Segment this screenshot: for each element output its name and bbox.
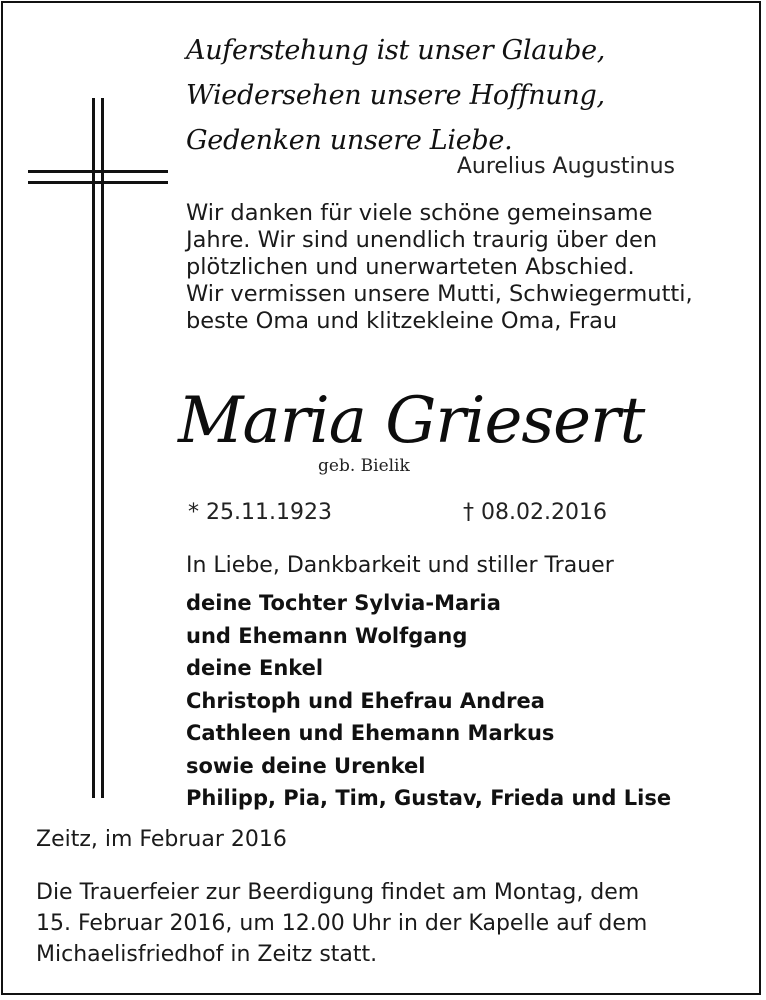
motto-line: Gedenken unsere Liebe.	[186, 125, 513, 156]
intro-text	[186, 200, 726, 335]
mourners-list	[186, 587, 726, 815]
motto-line: Auferstehung ist unser Glaube,	[186, 35, 606, 66]
funeral-service-info	[36, 877, 736, 970]
motto-author: Aurelius Augustinus	[456, 154, 675, 179]
cross-horizontal-bar-top	[28, 170, 168, 173]
motto-quote	[186, 28, 606, 163]
place-date: Zeitz, im Februar 2016	[36, 827, 287, 852]
mourner-line: deine Tochter Sylvia-Maria	[186, 591, 501, 615]
death-date: † 08.02.2016	[463, 500, 607, 525]
mourner-line: Cathleen und Ehemann Markus	[186, 721, 555, 745]
intro-line: Jahre. Wir sind unendlich traurig über den	[186, 227, 658, 253]
intro-line: beste Oma und klitzekleine Oma, Frau	[186, 308, 618, 334]
mourner-line: Philipp, Pia, Tim, Gustav, Frieda und Lise	[186, 786, 672, 810]
mourner-line: und Ehemann Wolfgang	[186, 623, 468, 648]
mourner-line: sowie deine Urenkel	[186, 753, 426, 778]
mourning-intro: In Liebe, Dankbarkeit und stiller Trauer	[186, 553, 614, 578]
intro-line: Wir danken für viele schöne gemeinsame	[186, 200, 653, 226]
deceased-name: Maria Griesert	[178, 384, 645, 458]
cross-horizontal-bar-bottom	[28, 181, 168, 184]
cross-vertical-bar-left	[92, 98, 95, 798]
birth-date: * 25.11.1923	[188, 500, 332, 525]
service-line: 15. Februar 2016, um 12.00 Uhr in der Kapelle auf dem	[36, 911, 648, 936]
maiden-name: geb. Bielik	[318, 456, 410, 476]
intro-line: Wir vermissen unsere Mutti, Schwiegermutti,	[186, 281, 693, 307]
cross-vertical-bar-right	[101, 98, 104, 798]
mourner-line: Christoph und Ehefrau Andrea	[186, 688, 545, 713]
motto-line: Wiedersehen unsere Hoffnung,	[186, 80, 605, 111]
mourner-line: deine Enkel	[186, 656, 324, 680]
service-line: Die Trauerfeier zur Beerdigung findet am Montag, dem	[36, 880, 640, 905]
service-line: Michaelisfriedhof in Zeitz statt.	[36, 942, 378, 967]
intro-line: plötzlichen und unerwarteten Abschied.	[186, 254, 635, 280]
